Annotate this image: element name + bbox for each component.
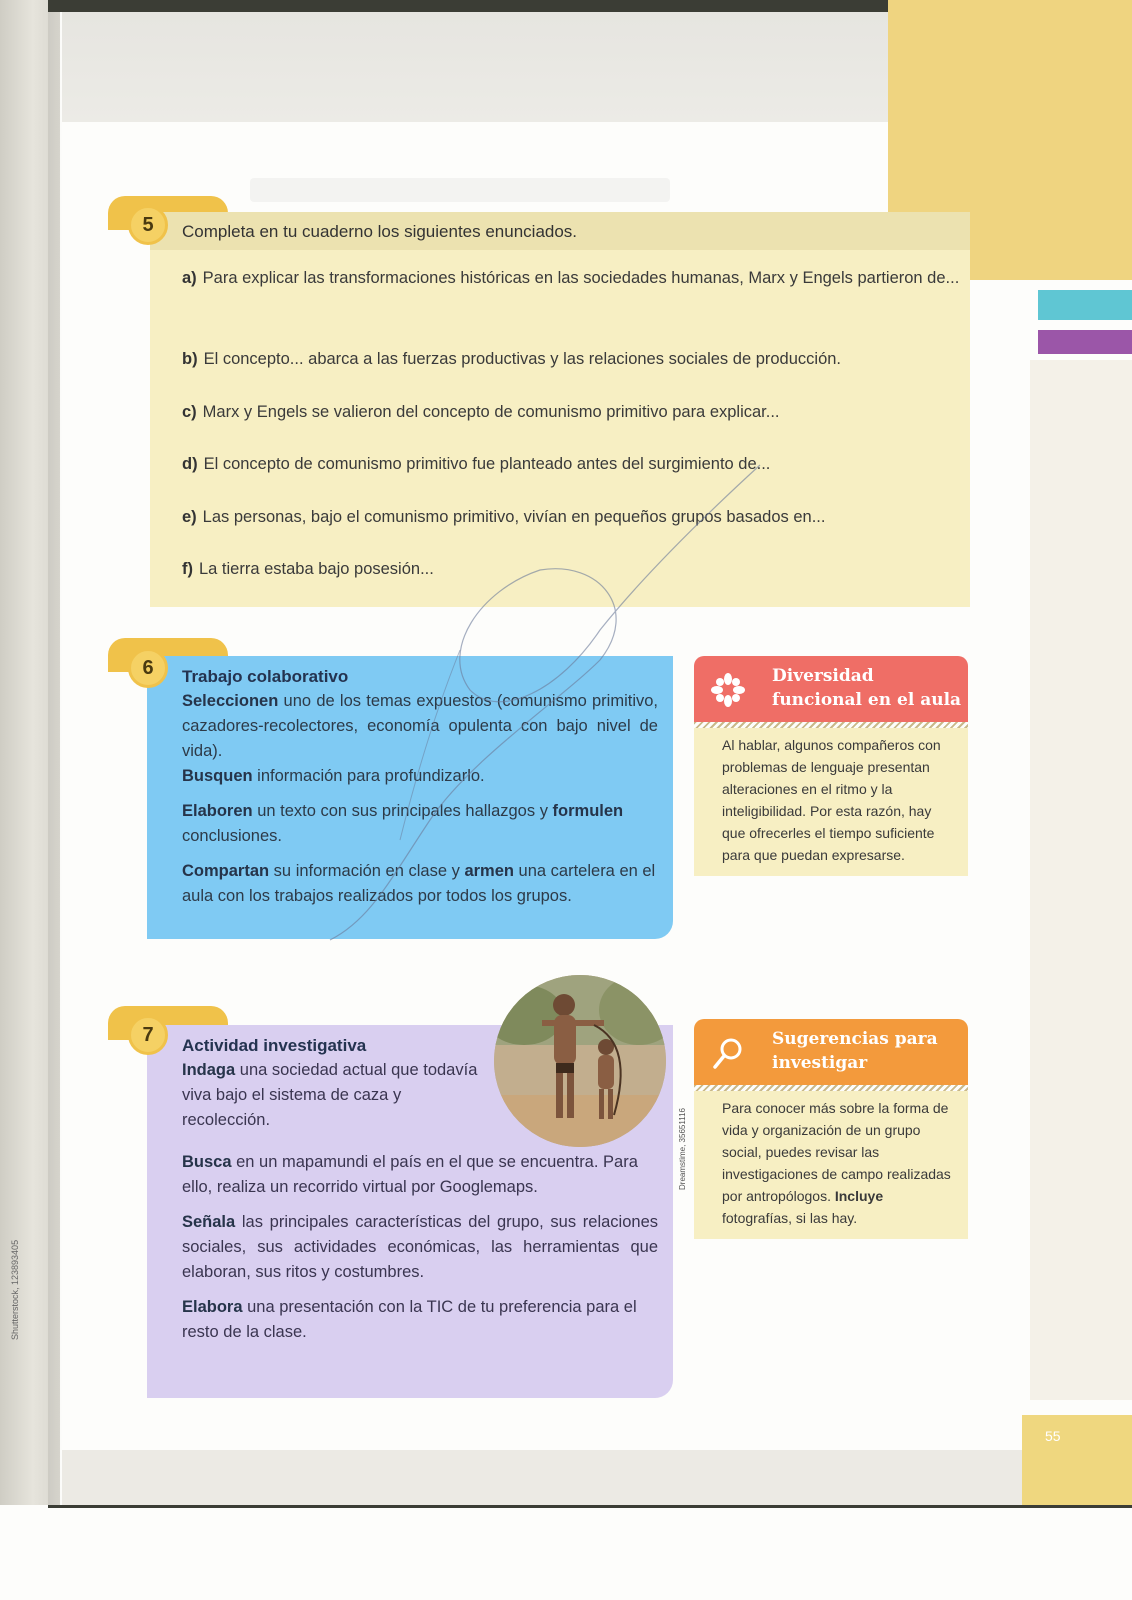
- activity5-number: 5: [128, 205, 168, 245]
- activity6-text: [182, 664, 658, 909]
- bleed-through-title: [250, 178, 670, 202]
- activity7-body: [182, 1150, 658, 1345]
- photo-credit: Dreamstime, 35651116: [678, 1108, 687, 1190]
- diversity-header: [694, 656, 968, 722]
- bottom-band: [62, 1450, 1022, 1505]
- gutter-shadow: [48, 0, 62, 1505]
- activity7-p1: Indaga una sociedad actual que todavía viva bajo el sistema de caza y recolección.: [182, 1061, 478, 1129]
- activity5-item-d: d) El concepto de comunismo primitivo fue planteado antes del surgimiento de...: [182, 455, 771, 473]
- page-corner: [1022, 1415, 1132, 1505]
- top-gray-band: [62, 12, 890, 122]
- flower-icon: [708, 670, 748, 710]
- left-credit: Shutterstock, 123893405: [10, 1239, 20, 1340]
- activity7-intro: [182, 1033, 482, 1133]
- activity7-p2: Busca en un mapamundi el país en el que se encuentra. Para ello, realiza un recorrido virtual por Googlemaps.: [182, 1153, 638, 1196]
- activity5-item-a: a) Para explicar las transformaciones históricas en las sociedades humanas, Marx y Engels partieron de...: [182, 269, 960, 287]
- magnifier-icon: [708, 1033, 748, 1073]
- activity7-p4: Elabora una presentación con la TIC de tu preferencia para el resto de la clase.: [182, 1298, 637, 1341]
- activity5-item-e: e) Las personas, bajo el comunismo primitivo, vivían en pequeños grupos basados en...: [182, 508, 826, 526]
- right-margin: [1030, 360, 1132, 1400]
- activity5-title: Completa en tu cuaderno los siguientes enunciados.: [182, 222, 578, 241]
- activity6-p3: Elaboren un texto con sus principales hallazgos y formulen conclusiones.: [182, 802, 624, 845]
- activity6-heading: Trabajo colaborativo: [182, 667, 349, 686]
- right-teal-tab: [1038, 290, 1132, 320]
- research-title: Sugerencias para investigar: [772, 1029, 938, 1073]
- activity5-item-f: f) La tierra estaba bajo posesión...: [182, 560, 434, 578]
- activity5-item-b: b) El concepto... abarca a las fuerzas productivas y las relaciones sociales de producción.: [182, 350, 842, 368]
- right-purple-tab: [1038, 330, 1132, 354]
- top-edge: [48, 0, 888, 12]
- diversity-title: Diversidad funcional en el aula: [772, 666, 962, 710]
- page-number: 55: [1045, 1428, 1061, 1444]
- activity6-number: 6: [128, 648, 168, 688]
- activity6-p4: Compartan su información en clase y armen una cartelera en el aula con los trabajos realizados por todos los grupos.: [182, 862, 656, 905]
- activity6-p2: Busquen información para profundizarlo.: [182, 767, 485, 785]
- diversity-body: Al hablar, algunos compañeros con problemas de lenguaje presentan alteraciones en el ritmo y la inteligibilidad. Por esta razón, hay que ofrecerles el tiempo suficiente para que puedan expresarse.: [694, 728, 968, 876]
- research-header: [694, 1019, 968, 1085]
- activity7-heading: Actividad investigativa: [182, 1036, 367, 1055]
- activity7-p3: Señala las principales características del grupo, sus relaciones sociales, sus actividades económicas, las herramientas que elaboran, sus ritos y costumbres.: [182, 1213, 658, 1281]
- activity7-number: 7: [128, 1015, 168, 1055]
- activity6-p1: Seleccionen uno de los temas expuestos (comunismo primitivo, cazadores-recolectores, economía opulenta con bajo nivel de vida).: [182, 692, 658, 760]
- bottom-edge: [48, 1505, 1132, 1508]
- hunter-photo: [494, 975, 666, 1147]
- research-body: Para conocer más sobre la forma de vida y organización de un grupo social, puedes revisar las investigaciones de campo realizadas por antropólogos. Incluye fotografías, si las hay.: [694, 1091, 968, 1239]
- activity5-item-c: c) Marx y Engels se valieron del concepto de comunismo primitivo para explicar...: [182, 403, 780, 421]
